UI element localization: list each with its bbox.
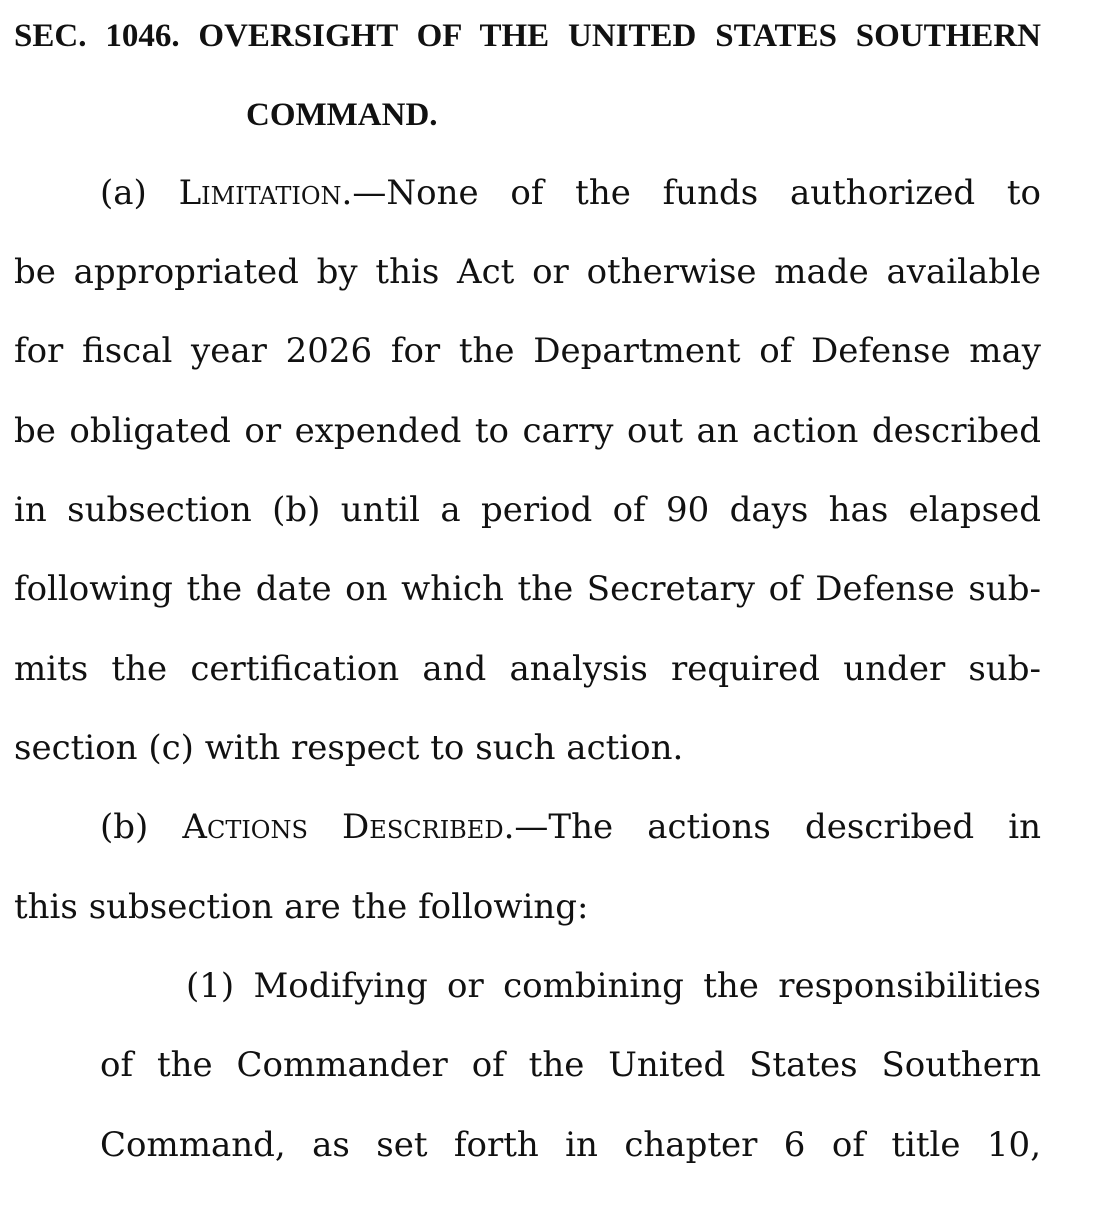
paragraph-1-line: of the Commander of the United States Southern xyxy=(100,1045,1041,1085)
subsection-a-line: section (c) with respect to such action. xyxy=(14,728,684,768)
subsection-a-first-line xyxy=(100,173,1041,213)
subsection-b-label: (b) xyxy=(100,807,183,847)
subsection-a-line: —None of the funds authorized to xyxy=(352,173,1041,213)
subsection-b-first-line xyxy=(100,807,1041,847)
subsection-b-heading: Actions Described. xyxy=(182,807,515,847)
subsection-a-heading: Limitation. xyxy=(178,173,353,213)
subsection-a-line: for fiscal year 2026 for the Department of Defense may xyxy=(14,331,1041,371)
subsection-a-line: mits the certification and analysis required under sub- xyxy=(14,649,1041,689)
subsection-b-line: this subsection are the following: xyxy=(14,887,589,927)
subsection-a-label: (a) xyxy=(100,173,179,213)
section-heading-line-2: COMMAND. xyxy=(246,97,438,133)
section-heading-line-1: SEC. 1046. OVERSIGHT OF THE UNITED STATES SOUTHERN xyxy=(14,18,1041,54)
paragraph-1-line: (1) Modifying or combining the responsibilities xyxy=(186,966,1041,1006)
subsection-a-line: be obligated or expended to carry out an action described xyxy=(14,411,1041,451)
subsection-a-line: in subsection (b) until a period of 90 days has elapsed xyxy=(14,490,1041,530)
subsection-a-line: following the date on which the Secretary of Defense sub- xyxy=(14,569,1041,609)
subsection-b-line: —The actions described in xyxy=(514,807,1041,847)
paragraph-1-line: Command, as set forth in chapter 6 of title 10, xyxy=(100,1125,1041,1165)
subsection-a-line: be appropriated by this Act or otherwise made available xyxy=(14,252,1041,292)
